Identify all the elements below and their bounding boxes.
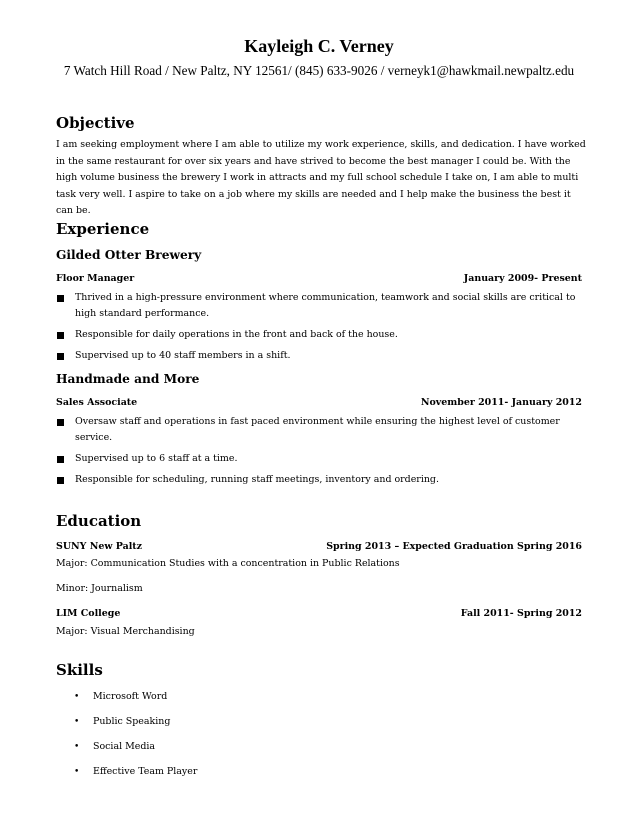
school-minor: Minor: Journalism — [56, 583, 143, 594]
education-heading: Education — [56, 512, 142, 530]
objective-text: I am seeking employment where I am able to utilize my work experience, skills, and dedication. I have worked in the same restaurant for over six years and have strived to become the best manager I could be. With the high volume business the brewery I work in attracts and my full school schedule I take on, I am able to multi task very well. I aspire to take on a job where my skills are needed and I help make the business the best it can be. — [56, 139, 586, 216]
job-bullets — [56, 414, 586, 493]
objective-heading: Objective — [56, 114, 135, 132]
square-bullet-icon — [57, 477, 64, 484]
list-item: Supervised up to 6 staff at a time. — [56, 451, 586, 467]
job-company: Gilded Otter Brewery — [56, 248, 202, 262]
school-major: Major: Visual Merchandising — [56, 626, 195, 637]
list-item: Supervised up to 40 staff members in a shift. — [56, 348, 586, 364]
job-company: Handmade and More — [56, 372, 200, 386]
school-major: Major: Communication Studies with a concentration in Public Relations — [56, 558, 400, 569]
job-bullets — [56, 290, 586, 369]
square-bullet-icon — [57, 419, 64, 426]
job-dates: January 2009- Present — [463, 273, 582, 284]
square-bullet-icon — [57, 456, 64, 463]
school-name: LIM College — [56, 608, 121, 619]
list-item: • Public Speaking — [74, 714, 197, 739]
resume-name: Kayleigh C. Verney — [244, 36, 394, 56]
list-item: • Social Media — [74, 739, 197, 764]
square-bullet-icon — [57, 295, 64, 302]
job-dates: November 2011- January 2012 — [420, 397, 582, 408]
skills-list — [74, 689, 197, 789]
skills-heading: Skills — [56, 661, 103, 679]
list-item: Thrived in a high-pressure environment where communication, teamwork and social skills are critical to high standard performance. — [56, 290, 586, 322]
bullet-icon: • — [74, 767, 80, 777]
list-item: • Effective Team Player — [74, 764, 197, 789]
contact-line: 7 Watch Hill Road / New Paltz, NY 12561/ (845) 633-9026 / verneyk1@hawkmail.newpaltz.edu — [63, 63, 575, 78]
list-item: Oversaw staff and operations in fast paced environment while ensuring the highest level of customer service. — [56, 414, 586, 446]
bullet-icon: • — [74, 717, 80, 727]
school-dates: Fall 2011- Spring 2012 — [460, 608, 582, 619]
bullet-icon: • — [74, 742, 80, 752]
experience-heading: Experience — [56, 220, 150, 238]
list-item: Responsible for daily operations in the front and back of the house. — [56, 327, 586, 343]
list-item: • Microsoft Word — [74, 689, 197, 714]
bullet-icon: • — [74, 692, 80, 702]
square-bullet-icon — [57, 332, 64, 339]
job-title: Sales Associate — [56, 397, 138, 408]
job-title: Floor Manager — [56, 273, 135, 284]
school-name: SUNY New Paltz — [56, 541, 142, 552]
square-bullet-icon — [57, 353, 64, 360]
list-item: Responsible for scheduling, running staff meetings, inventory and ordering. — [56, 472, 586, 488]
school-dates: Spring 2013 – Expected Graduation Spring 2016 — [326, 541, 582, 552]
